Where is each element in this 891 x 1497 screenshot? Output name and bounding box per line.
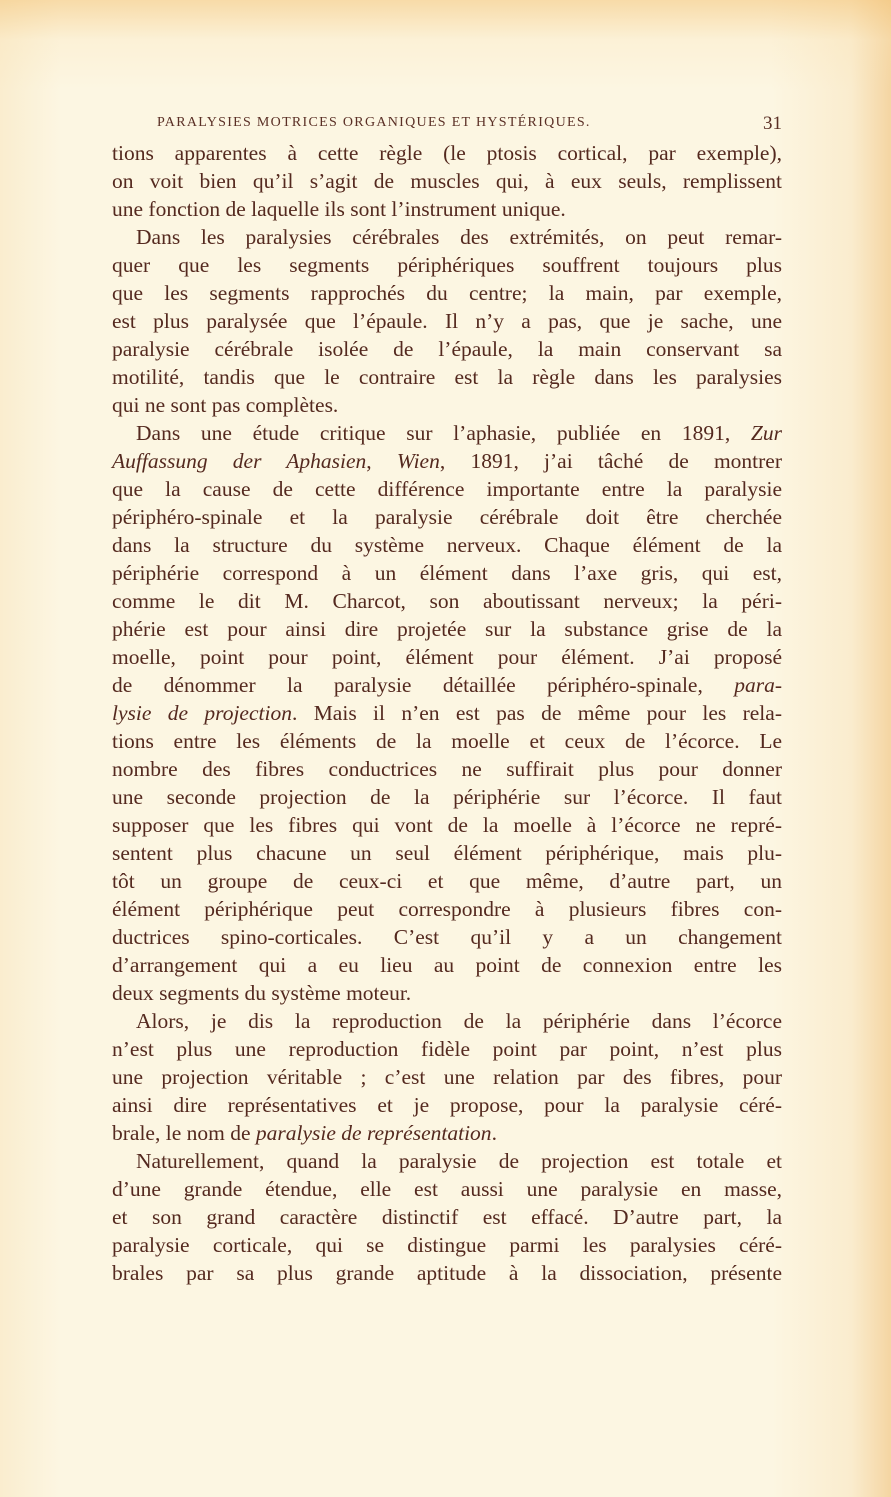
text-line [112, 363, 782, 391]
text-run: phérie est pour ainsi dire projetée sur la substance grise de la [112, 617, 782, 641]
text-line [112, 979, 782, 1007]
text-line [112, 335, 782, 363]
text-run: et son grand caractère distinctif est effacé. D’autre part, la [112, 1205, 782, 1229]
text-run: périphérie correspond à un élément dans l’axe gris, qui est, [112, 561, 782, 585]
text-line [112, 587, 782, 615]
text-run: périphéro-spinale et la paralysie cérébrale doit être cherchée [112, 505, 782, 529]
text-line [112, 811, 782, 839]
running-head [157, 113, 782, 135]
body-text [112, 139, 782, 1287]
text-run: quer que les segments périphériques souffrent toujours plus [112, 253, 782, 277]
text-line [112, 559, 782, 587]
text-line [112, 615, 782, 643]
text-line [112, 783, 782, 811]
text-run: sentent plus chacune un seul élément périphérique, mais plu- [112, 841, 782, 865]
text-run: une seconde projection de la périphérie sur l’écorce. Il faut [112, 785, 782, 809]
text-line [112, 727, 782, 755]
text-run: , 1891, j’ai tâché de montrer [439, 449, 782, 473]
italic-text: lysie de projection [112, 701, 292, 725]
page-number: 31 [763, 113, 782, 134]
text-line [112, 139, 782, 167]
text-line [112, 447, 782, 475]
running-head-title: PARALYSIES MOTRICES ORGANIQUES ET HYSTÉRIQUES. [157, 115, 591, 130]
text-run: comme le dit M. Charcot, son aboutissant nerveux; la péri- [112, 589, 782, 613]
text-line [112, 391, 782, 419]
text-line [112, 1035, 782, 1063]
text-run: on voit bien qu’il s’agit de muscles qui, à eux seuls, remplissent [112, 169, 782, 193]
text-run: paralysie cérébrale isolée de l’épaule, la main conservant sa [112, 337, 782, 361]
text-run: une projection véritable ; c’est une relation par des fibres, pour [112, 1065, 782, 1089]
text-run: Dans une étude critique sur l’aphasie, publiée en 1891, [136, 421, 751, 445]
text-line [112, 951, 782, 979]
text-run: tôt un groupe de ceux-ci et que même, d’autre part, un [112, 869, 782, 893]
text-run: deux segments du système moteur. [112, 981, 412, 1005]
text-line [112, 643, 782, 671]
text-run: moelle, point pour point, élément pour élément. J’ai proposé [112, 645, 782, 669]
italic-text: Zur [750, 421, 782, 445]
text-line [112, 475, 782, 503]
text-line [112, 1063, 782, 1091]
text-line [112, 195, 782, 223]
text-line [112, 167, 782, 195]
text-run: brales par sa plus grande aptitude à la dissociation, présente [112, 1261, 782, 1285]
paragraph-first-line [112, 419, 782, 447]
text-run: de dénommer la paralysie détaillée périphéro-spinale, [112, 673, 735, 697]
text-run: n’est plus une reproduction fidèle point par point, n’est plus [112, 1037, 782, 1061]
text-line [112, 1091, 782, 1119]
text-run: est plus paralysée que l’épaule. Il n’y a pas, que je sache, une [112, 309, 782, 333]
text-run: Naturellement, quand la paralysie de projection est totale et [136, 1149, 782, 1173]
paragraph-first-line [112, 1007, 782, 1035]
text-line [112, 895, 782, 923]
italic-text: Auffassung der Aphasien [112, 449, 367, 473]
text-run: tions apparentes à cette règle (le ptosis cortical, par exemple), [112, 141, 782, 165]
text-line [112, 1259, 782, 1287]
text-run: d’une grande étendue, elle est aussi une paralysie en masse, [112, 1177, 782, 1201]
text-line [112, 755, 782, 783]
text-line [112, 503, 782, 531]
text-run: ainsi dire représentatives et je propose, pour la paralysie céré- [112, 1093, 782, 1117]
text-line [112, 839, 782, 867]
text-run: que les segments rapprochés du centre; la main, par exemple, [112, 281, 782, 305]
text-run: qui ne sont pas complètes. [112, 393, 339, 417]
text-run: Alors, je dis la reproduction de la périphérie dans l’écorce [136, 1009, 782, 1033]
text-run: Dans les paralysies cérébrales des extrémités, on peut remar- [136, 225, 782, 249]
text-run: motilité, tandis que le contraire est la règle dans les paralysies [112, 365, 782, 389]
text-run: élément périphérique peut correspondre à plusieurs fibres con- [112, 897, 782, 921]
text-line [112, 699, 782, 727]
text-run: brale, le nom de [112, 1121, 256, 1145]
text-run: que la cause de cette différence importante entre la paralysie [112, 477, 782, 501]
text-line [112, 251, 782, 279]
text-run: ductrices spino-corticales. C’est qu’il y a un changement [112, 925, 782, 949]
text-run: tions entre les éléments de la moelle et ceux de l’écorce. Le [112, 729, 782, 753]
text-run: supposer que les fibres qui vont de la moelle à l’écorce ne repré- [112, 813, 782, 837]
italic-text: para- [734, 673, 782, 697]
paragraph-first-line [112, 223, 782, 251]
text-run: paralysie corticale, qui se distingue parmi les paralysies céré- [112, 1233, 782, 1257]
text-line [112, 1175, 782, 1203]
text-run: nombre des fibres conductrices ne suffirait plus pour donner [112, 757, 782, 781]
text-run: d’arrangement qui a eu lieu au point de connexion entre les [112, 953, 782, 977]
text-line [112, 307, 782, 335]
text-line [112, 279, 782, 307]
text-line [112, 1231, 782, 1259]
text-run: une fonction de laquelle ils sont l’instrument unique. [112, 197, 566, 221]
paragraph-first-line [112, 1147, 782, 1175]
italic-text: paralysie de représentation [255, 1121, 492, 1145]
text-line [112, 1119, 782, 1147]
text-run: . Mais il n’en est pas de même pour les rela- [291, 701, 782, 725]
italic-text: Wien [396, 449, 440, 473]
text-line [112, 1203, 782, 1231]
text-line [112, 671, 782, 699]
text-line [112, 531, 782, 559]
text-run: . [491, 1121, 497, 1145]
text-run: dans la structure du système nerveux. Chaque élément de la [112, 533, 782, 557]
text-run: , [366, 449, 397, 473]
text-line [112, 867, 782, 895]
text-line [112, 923, 782, 951]
